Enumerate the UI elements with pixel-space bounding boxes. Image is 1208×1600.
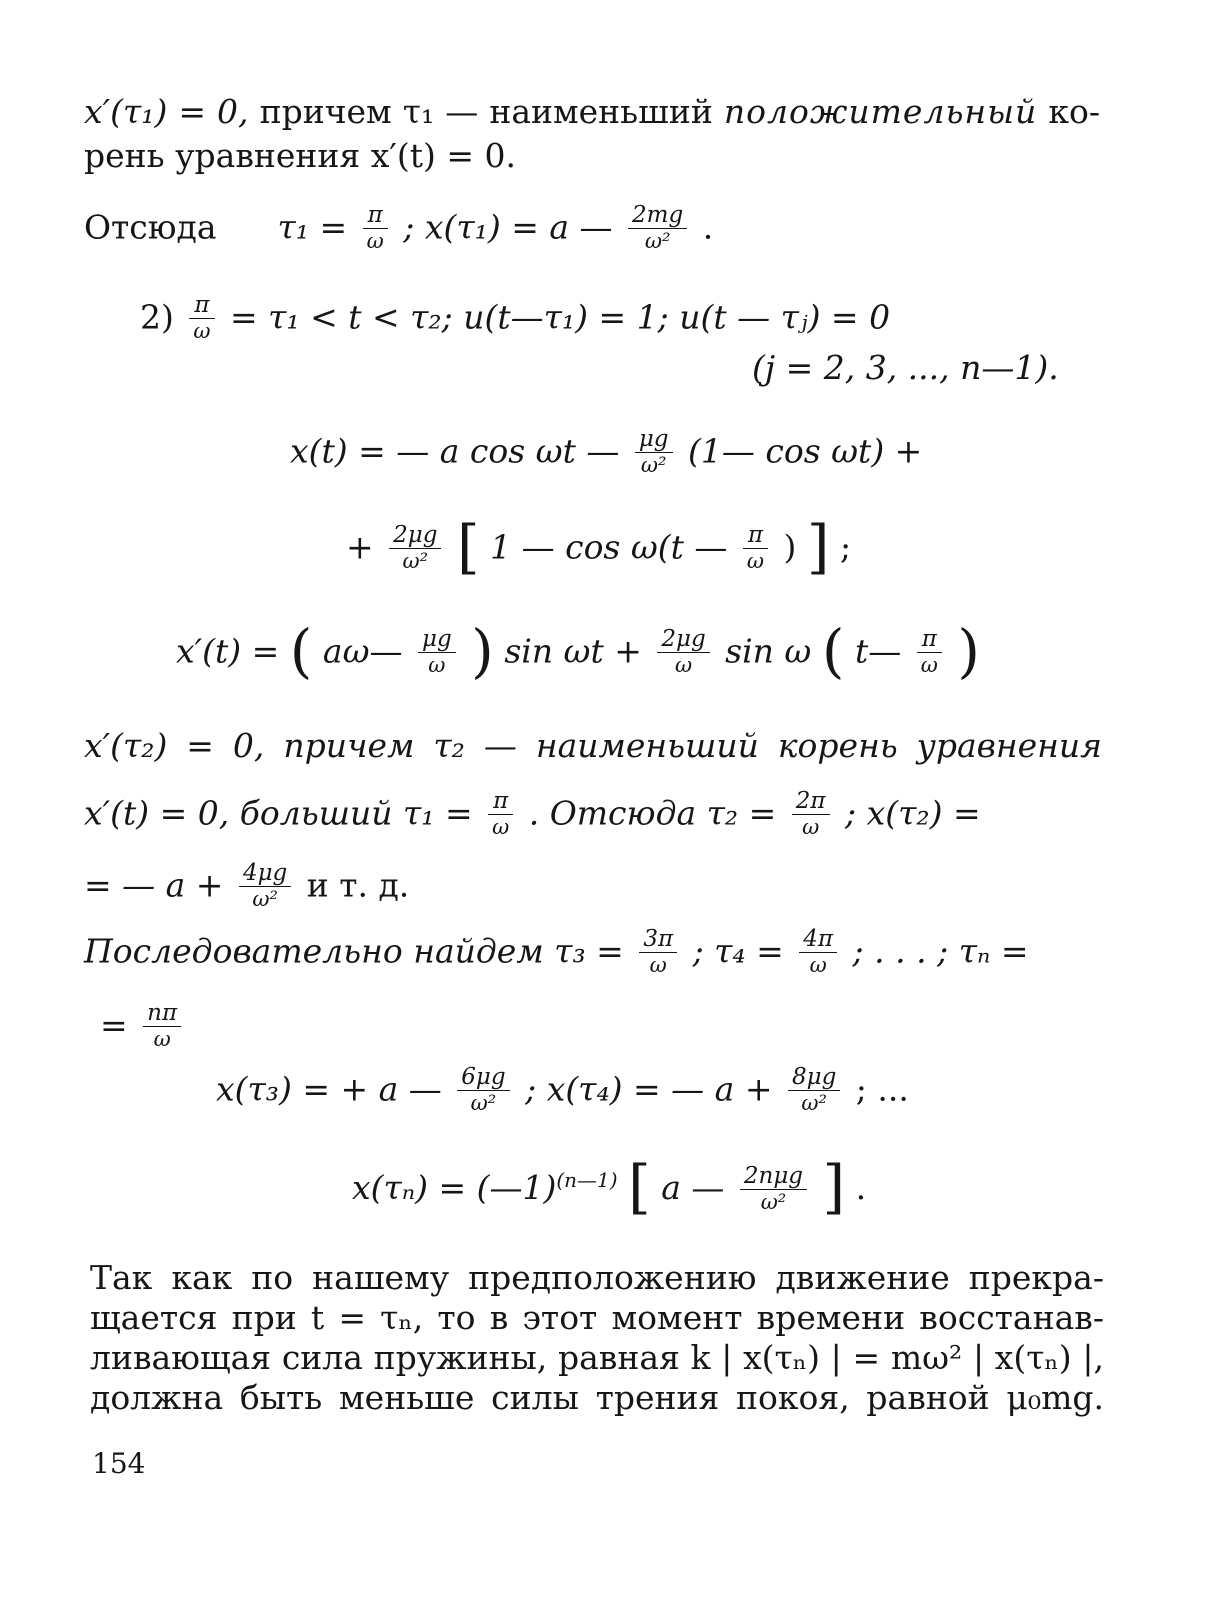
fraction-2mug-omega — [657, 626, 709, 677]
expr-xt-lhs: x(t) = — a cos ωt — — [290, 431, 620, 471]
expr-t-minus: t— — [854, 631, 902, 671]
text-line-2 — [84, 136, 516, 176]
text-line: ливающая сила пружины, равная k | x(τₙ) | = mω² | x(τₙ) |, — [90, 1338, 1104, 1377]
left-paren: ( — [289, 616, 313, 685]
fraction-4mug-omega2 — [239, 860, 291, 911]
denominator: ω² — [457, 1090, 509, 1115]
text-italic-positive: положительный — [723, 92, 1038, 131]
expr-bracket-body: 1 — cos ω(t — — [490, 527, 728, 567]
expr-x-tau4: ; x(τ₄) = — a + — [525, 1069, 773, 1109]
numerator: π — [921, 626, 937, 652]
expr-otsyuda-tau2: . Отсюда τ₂ = — [528, 793, 777, 833]
fraction-8mug-omega2 — [788, 1064, 840, 1115]
denominator: ω² — [239, 886, 291, 911]
eq-xt-line-1 — [290, 428, 922, 479]
expr-x-tau2: ; x(τ₂) = — [845, 793, 981, 833]
left-bracket: [ — [456, 512, 480, 581]
fraction-pi-omega — [189, 292, 214, 343]
fraction-pi-omega — [488, 788, 513, 839]
fraction-pi-omega — [743, 522, 768, 573]
sequence-line-2 — [100, 1002, 186, 1053]
denominator: ω² — [635, 452, 673, 477]
fraction-mug-omega — [418, 626, 456, 677]
case-2-line — [140, 294, 890, 345]
exponent: (n—1) — [556, 1168, 618, 1192]
text-line-1 — [84, 92, 1100, 132]
semicolon: ; — [840, 527, 852, 567]
denominator: ω — [363, 228, 388, 253]
paragraph-1-line-2 — [84, 790, 981, 841]
expr-larger-tau1: x′(t) = 0, больший τ₁ = — [84, 793, 473, 833]
numerator: nπ — [147, 1000, 178, 1026]
eq-xprime — [176, 616, 980, 685]
numerator: π — [493, 788, 509, 814]
final-paragraph-line-4 — [90, 1378, 1104, 1418]
denominator: ω² — [628, 228, 687, 253]
left-paren-2: ( — [821, 616, 845, 685]
expr-seq-tau3: Последовательно найдем τ₃ = — [84, 931, 624, 971]
denominator: ω — [189, 318, 214, 343]
expr-seq-taun: ; . . . ; τₙ = — [852, 931, 1029, 971]
right-paren-2: ) — [957, 616, 980, 685]
denominator: ω — [639, 952, 677, 977]
fraction-6mug-omega2 — [457, 1064, 509, 1115]
fraction-2mug-omega2 — [389, 522, 441, 573]
fraction-2mg-omega2 — [628, 202, 687, 253]
text-words: причем τ₁ — наименьший — [259, 92, 713, 131]
expr-sin-omega: sin ω — [725, 631, 812, 671]
text-line: щается при t = τₙ, то в этот момент времени восстанав- — [90, 1298, 1104, 1337]
denominator: ω — [743, 548, 768, 573]
fraction-2pi-omega — [792, 788, 830, 839]
plus-sign: + — [346, 527, 374, 567]
denominator: ω — [799, 952, 837, 977]
close-paren: ) — [783, 527, 797, 567]
text-and-so-on: и т. д. — [306, 865, 410, 905]
numerator: 2π — [795, 788, 826, 814]
expr-case2: = τ₁ < t < τ₂; u(t—τ₁) = 1; u(t — τⱼ) = 0 — [230, 297, 891, 337]
text-hyphen-tail: ко- — [1048, 92, 1100, 131]
numerator: 2μg — [661, 626, 706, 652]
expr-xt-tail: (1— cos ωt) + — [688, 431, 923, 471]
numerator: 2nμg — [743, 1162, 804, 1189]
fraction-3pi-omega — [639, 926, 677, 977]
denominator: ω — [917, 652, 942, 677]
expr-tau1-eq: τ₁ = — [277, 207, 348, 247]
eq-x-tau3-tau4 — [216, 1066, 909, 1117]
numerator: 2μg — [393, 522, 438, 548]
expr-seq-tau4: ; τ₄ = — [692, 931, 784, 971]
ellipsis: ; ... — [855, 1069, 909, 1109]
numerator: π — [194, 292, 210, 318]
denominator: ω — [418, 652, 456, 677]
numerator: 4π — [803, 926, 834, 952]
fraction-mug-omega2 — [635, 426, 673, 477]
equals-sign: = — [100, 1005, 128, 1045]
final-paragraph-line-3 — [90, 1338, 1104, 1378]
numerator: 2mg — [632, 202, 684, 228]
numerator: 6μg — [461, 1064, 506, 1090]
fraction-pi-omega — [363, 202, 388, 253]
right-bracket: ] — [806, 512, 830, 581]
denominator: ω — [143, 1026, 181, 1051]
fraction-pi-omega — [917, 626, 942, 677]
denominator: ω² — [740, 1189, 807, 1214]
right-paren: ) — [471, 616, 494, 685]
fraction-2nmug-omega2 — [740, 1163, 807, 1214]
text-line-3 — [84, 204, 713, 255]
numerator: μg — [422, 626, 452, 652]
text-line: Так как по нашему предположению движение прекра- — [90, 1258, 1104, 1297]
expr-x-taun: x(τₙ) = (—1) — [352, 1168, 557, 1207]
fraction-npi-omega — [143, 1000, 181, 1051]
denominator: ω — [657, 652, 709, 677]
paragraph-1-line-1 — [84, 726, 1102, 766]
denominator: ω² — [788, 1090, 840, 1115]
numerator: π — [367, 202, 383, 228]
case-2-condition — [752, 348, 1059, 388]
expr-sin-omega-t: sin ωt + — [504, 631, 642, 671]
case-label: 2) — [140, 297, 174, 337]
numerator: 8μg — [791, 1064, 837, 1090]
denominator: ω² — [389, 548, 441, 573]
final-paragraph-line-2 — [90, 1298, 1104, 1338]
expr-a-minus: a — — [661, 1168, 725, 1207]
paragraph-1-line-3 — [84, 862, 409, 913]
label-otsyuda: Отсюда — [84, 207, 217, 247]
period: . — [702, 207, 714, 247]
period: . — [855, 1168, 867, 1207]
right-bracket: ] — [822, 1153, 846, 1221]
numerator: 4μg — [242, 860, 288, 886]
expr-a-omega: aω— — [322, 631, 403, 671]
denominator: ω — [792, 814, 830, 839]
expr-x-tau3: x(τ₃) = + a — — [216, 1069, 442, 1109]
expr-j-range: (j = 2, 3, ..., n—1). — [752, 348, 1059, 387]
sequence-line-1 — [84, 928, 1028, 979]
text-root-equation: рень уравнения x′(t) = 0. — [84, 136, 516, 175]
numerator: 3π — [643, 926, 674, 952]
expr-x-tau1: ; x(τ₁) = a — — [403, 207, 613, 247]
expr-xprime-lhs: x′(t) = — [176, 631, 280, 671]
page-number: 154 — [92, 1447, 146, 1480]
left-bracket: [ — [628, 1153, 651, 1221]
text-line: должна быть меньше силы трения покоя, равной μ₀mg. — [90, 1378, 1104, 1417]
text-tau2-root: x′(τ₂) = 0, причем τ₂ — наименьший корень уравнения — [84, 726, 1102, 765]
fraction-4pi-omega — [799, 926, 837, 977]
denominator: ω — [488, 814, 513, 839]
numerator: π — [747, 522, 764, 548]
expr-xprime-tau1: x′(τ₁) = 0, — [84, 92, 249, 131]
numerator: μg — [638, 426, 669, 452]
expr-minus-a: = — a + — [84, 865, 224, 905]
eq-x-taun — [352, 1153, 867, 1221]
final-paragraph-line-1 — [90, 1258, 1104, 1298]
eq-xt-line-2 — [346, 512, 852, 581]
